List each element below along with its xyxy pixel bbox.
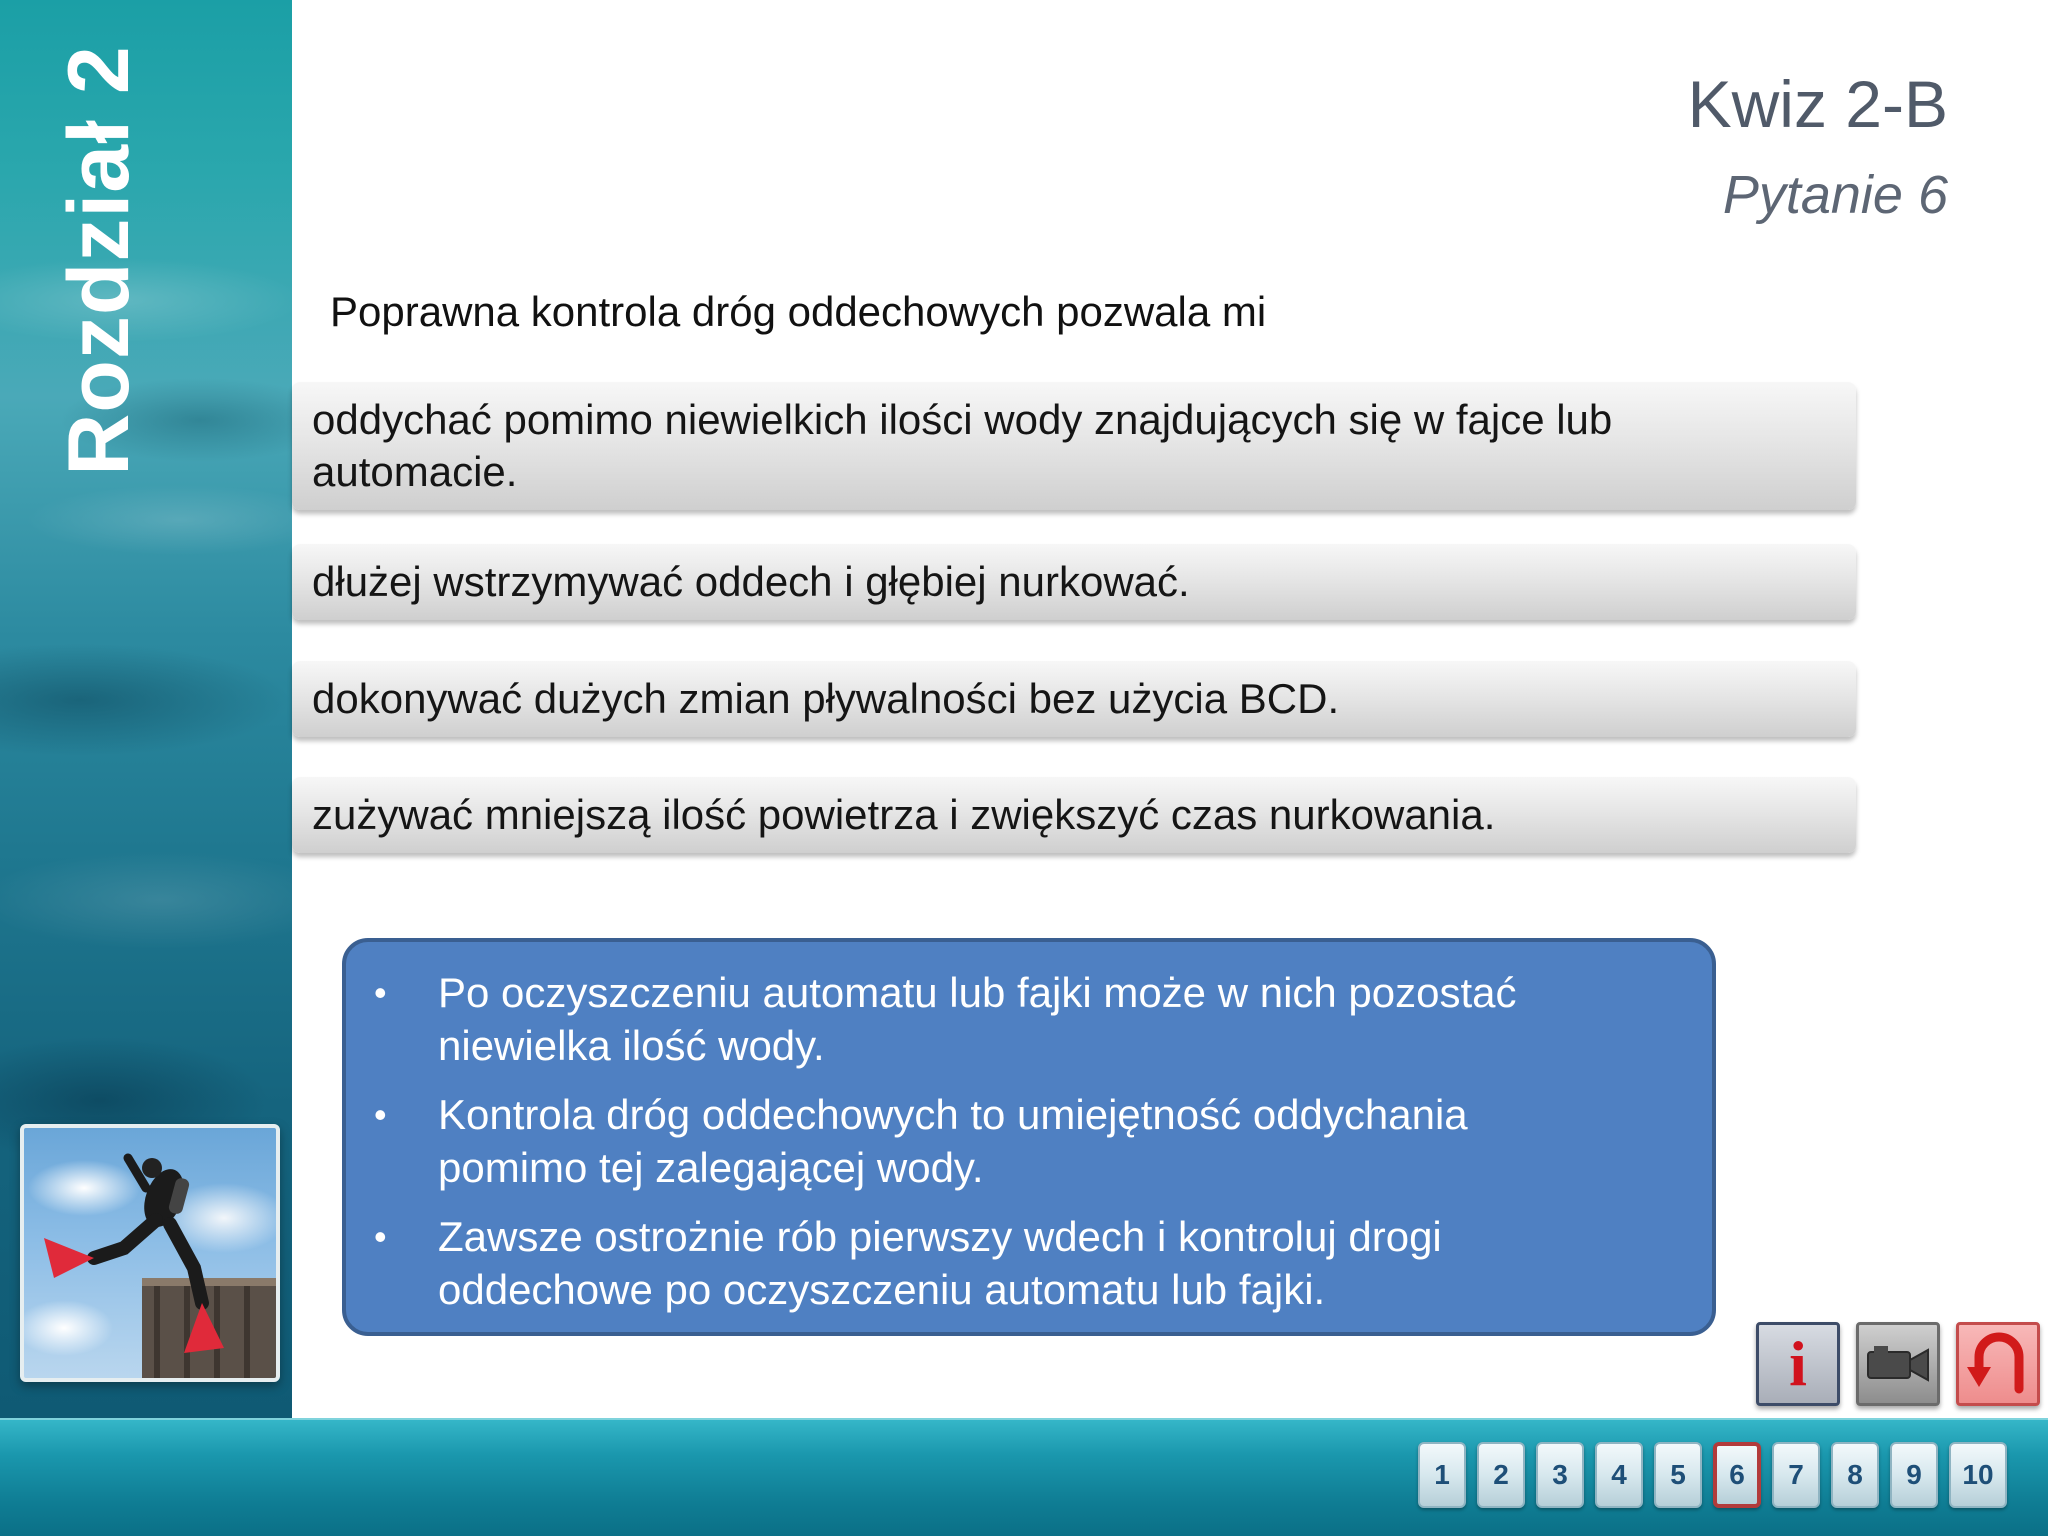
answer-option-text: dokonywać dużych zmian pływalności bez użycia BCD. (312, 675, 1340, 722)
page-navigation (1418, 1442, 2007, 1510)
page-button-2[interactable]: 2 (1477, 1442, 1525, 1508)
feedback-line: Kontrola dróg oddechowych to umiejętność oddychania (438, 1091, 1468, 1138)
feedback-line: Zawsze ostrożnie rób pierwszy wdech i kontroluj drogi (438, 1213, 1442, 1260)
video-button[interactable] (1856, 1322, 1940, 1406)
answer-option-4[interactable] (292, 777, 1856, 853)
answer-option-1[interactable] (292, 382, 1856, 510)
diver-photo-illustration (24, 1128, 276, 1378)
answer-option-line: oddychać pomimo niewielkich ilości wody znajdujących się w fajce lub (312, 396, 1613, 443)
page-button-6-current[interactable]: 6 (1713, 1442, 1761, 1508)
feedback-line: niewielka ilość wody. (438, 1022, 825, 1069)
sidebar-water-background (0, 0, 292, 1418)
answer-option-3[interactable] (292, 661, 1856, 737)
feedback-item (346, 966, 1652, 1072)
bullet-icon: • (374, 1094, 387, 1135)
question-number: Pytanie 6 (1722, 165, 1948, 225)
video-camera-icon (1866, 1344, 1930, 1384)
page-button-7[interactable]: 7 (1772, 1442, 1820, 1508)
info-button[interactable] (1756, 1322, 1840, 1406)
answer-option-line: automacie. (312, 448, 518, 495)
feedback-line: Po oczyszczeniu automatu lub fajki może w nich pozostać (438, 969, 1517, 1016)
question-text: Poprawna kontrola dróg oddechowych pozwala mi (330, 288, 1267, 335)
diver-jump-photo (20, 1124, 280, 1382)
page-button-10[interactable]: 10 (1949, 1442, 2007, 1508)
answer-option-2[interactable] (292, 544, 1856, 620)
chapter-label (50, 40, 147, 480)
feedback-box (342, 938, 1716, 1336)
feedback-line: oddechowe po oczyszczeniu automatu lub fajki. (438, 1266, 1326, 1313)
u-turn-back-arrow-icon (1965, 1331, 2031, 1397)
page-button-5[interactable]: 5 (1654, 1442, 1702, 1508)
answer-option-text: dłużej wstrzymywać oddech i głębiej nurkować. (312, 558, 1190, 605)
quiz-title: Kwiz 2-B (1687, 67, 1948, 141)
back-button[interactable] (1956, 1322, 2040, 1406)
answer-option-text: zużywać mniejszą ilość powietrza i zwiększyć czas nurkowania. (312, 791, 1496, 838)
feedback-line: pomimo tej zalegającej wody. (438, 1144, 984, 1191)
feedback-item (346, 1210, 1652, 1316)
feedback-list (346, 966, 1652, 1316)
bullet-icon: • (374, 972, 387, 1013)
page-button-1[interactable]: 1 (1418, 1442, 1466, 1508)
page-button-4[interactable]: 4 (1595, 1442, 1643, 1508)
info-icon: i (1789, 1328, 1807, 1399)
feedback-item (346, 1088, 1652, 1194)
chapter-label-text: Rozdział 2 (50, 44, 147, 476)
bullet-icon: • (374, 1216, 387, 1257)
answer-option-text (312, 394, 1612, 498)
page-button-3[interactable]: 3 (1536, 1442, 1584, 1508)
page-button-9[interactable]: 9 (1890, 1442, 1938, 1508)
page-button-8[interactable]: 8 (1831, 1442, 1879, 1508)
